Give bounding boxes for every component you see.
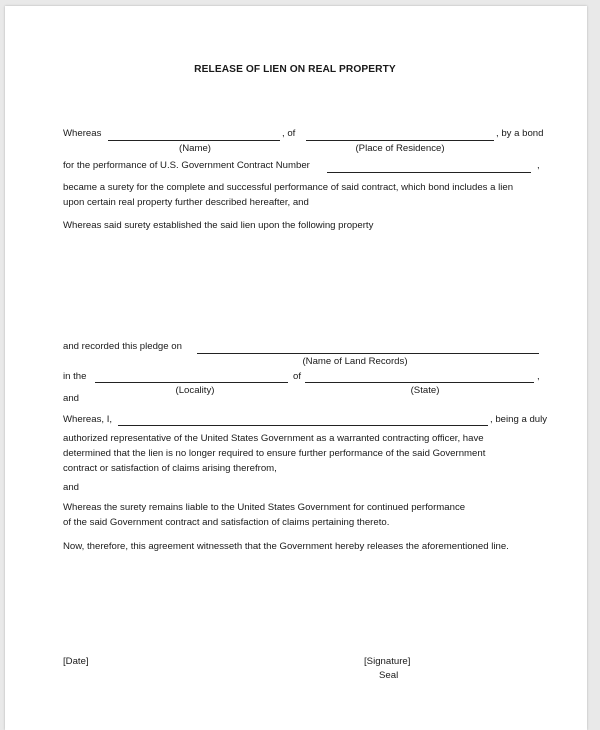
contract-number-blank[interactable] xyxy=(327,172,531,173)
land-records-caption: (Name of Land Records) xyxy=(302,356,408,367)
surety-liable-line-2: of the said Government contract and satisfaction of claims pertaining thereto. xyxy=(63,517,390,528)
being-duly-label: , being a duly xyxy=(490,414,548,425)
date-label: [Date] xyxy=(63,656,89,667)
locality-caption: (Locality) xyxy=(175,385,215,396)
locality-blank[interactable] xyxy=(95,382,288,383)
surety-liable-line-1: Whereas the surety remains liable to the United States Government for continued performance xyxy=(63,502,466,513)
contract-number-label: for the performance of U.S. Government Contract Number xyxy=(63,160,310,171)
contract-comma: , xyxy=(537,160,540,171)
document-title: RELEASE OF LIEN ON REAL PROPERTY xyxy=(194,64,396,75)
property-established-text: Whereas said surety established the said lien upon the following property xyxy=(63,220,374,231)
state-blank[interactable] xyxy=(305,382,534,383)
residence-caption: (Place of Residence) xyxy=(355,143,445,154)
land-records-blank[interactable] xyxy=(197,353,539,354)
and-label-2: and xyxy=(63,482,80,493)
authorized-line-3: contract or satisfaction of claims arising therefrom, xyxy=(63,463,277,474)
state-comma: , xyxy=(537,371,540,382)
of-state-label: of xyxy=(293,371,302,382)
name-blank[interactable] xyxy=(108,140,280,141)
seal-label: Seal xyxy=(379,670,399,681)
signature-label: [Signature] xyxy=(364,656,411,667)
in-the-label: in the xyxy=(63,371,87,382)
whereas-label: Whereas xyxy=(63,128,102,139)
authorized-line-2: determined that the lien is no longer required to ensure further performance of the said Government xyxy=(63,448,486,459)
recorded-pledge-label: and recorded this pledge on xyxy=(63,341,182,352)
release-statement: Now, therefore, this agreement witnesseth that the Government hereby releases the aforementioned line. xyxy=(63,541,509,552)
document-page xyxy=(5,6,587,730)
surety-line-1: became a surety for the complete and successful performance of said contract, which bond includes a lien xyxy=(63,182,514,193)
surety-line-2: upon certain real property further described hereafter, and xyxy=(63,197,309,208)
of-label: , of xyxy=(282,128,296,139)
name-caption: (Name) xyxy=(179,143,211,154)
by-a-bond-label: , by a bond xyxy=(496,128,544,139)
residence-blank[interactable] xyxy=(306,140,494,141)
state-caption: (State) xyxy=(410,385,440,396)
authorized-line-1: authorized representative of the United States Government as a warranted contracting officer, have xyxy=(63,433,484,444)
whereas-i-label: Whereas, I, xyxy=(63,414,113,425)
and-label-1: and xyxy=(63,393,80,404)
officer-name-blank[interactable] xyxy=(118,425,488,426)
